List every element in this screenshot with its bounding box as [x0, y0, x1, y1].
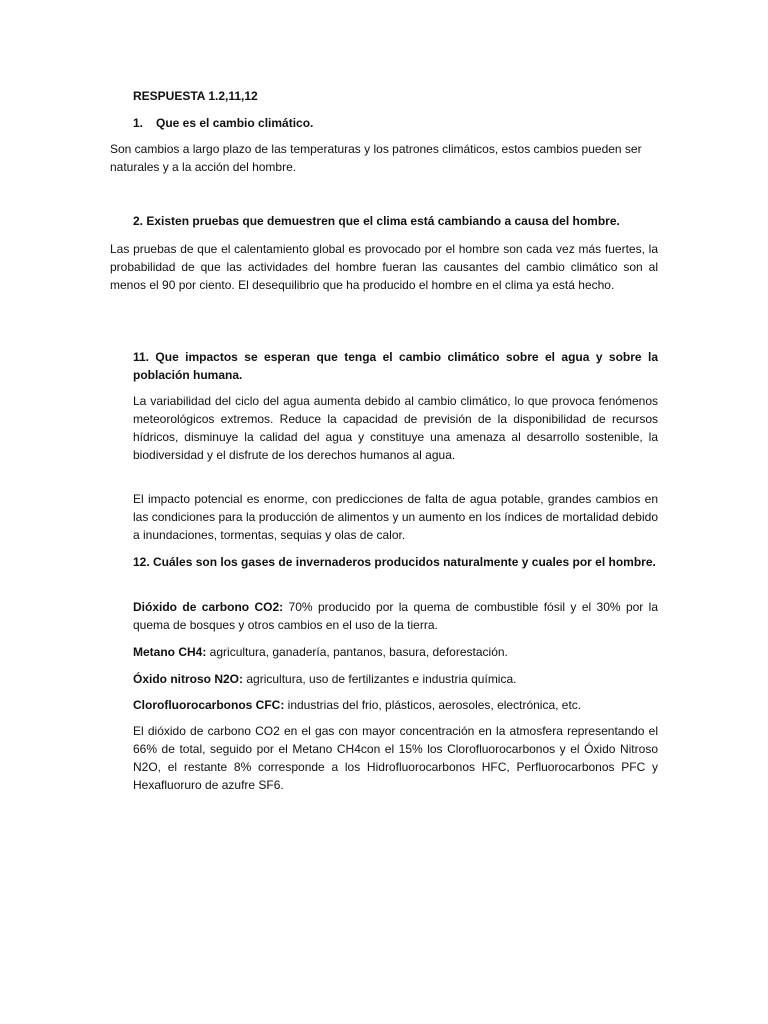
question-2-heading: 2. Existen pruebas que demuestren que el clima está cambiando a causa del hombre.: [133, 214, 620, 228]
gas-label: Clorofluorocarbonos CFC:: [133, 698, 285, 712]
gas-item-n2o: [133, 670, 658, 688]
gas-label: Dióxido de carbono CO2:: [133, 600, 284, 614]
answer-2-paragraph: Las pruebas de que el calentamiento global es provocado por el hombre son cada vez más fuertes, la probabilidad de que las actividades del hombre fueran las causantes del cambio climático son al menos el 90 por ciento. El desequilibrio que ha producido el hombre en el clima ya está hecho.: [110, 242, 658, 292]
gas-label: Metano CH4:: [133, 645, 207, 659]
question-11-heading: 11. Que impactos se esperan que tenga el cambio climático sobre el agua y sobre la población humana.: [133, 350, 658, 382]
answer-11-paragraph-2: El impacto potencial es enorme, con predicciones de falta de agua potable, grandes cambios en las condiciones para la producción de alimentos y un aumento en los índices de mortalidad debido a inundaciones, tormentas, sequias y olas de calor.: [133, 492, 658, 542]
question-1-text: Que es el cambio climático.: [156, 116, 314, 130]
gas-description: agricultura, ganadería, pantanos, basura, deforestación.: [206, 645, 508, 659]
gas-description: 70% producido por la quema de combustible fósil y el 30% por la quema de bosques y otros cambios en el uso de la tierra.: [133, 600, 659, 632]
answer-11-paragraph-1: La variabilidad del ciclo del agua aumenta debido al cambio climático, lo que provoca fenómenos meteorológicos extremos. Reduce la capacidad de previsión de la disponibilidad de recursos hídricos, disminuye la calidad del agua y constituye una amenaza al desarrollo sostenible, la biodiversidad y el disfrute de los derechos humanos al agua.: [133, 394, 658, 462]
gas-item-cfc: [133, 696, 658, 714]
gas-description: industrias del frio, plásticos, aerosoles, electrónica, etc.: [284, 698, 582, 712]
gas-item-co2: [133, 598, 658, 634]
gas-description: agricultura, uso de fertilizantes e industria química.: [243, 672, 517, 686]
question-1-number: 1.: [133, 116, 144, 130]
question-1-heading: [133, 114, 313, 132]
answer-1-paragraph: Son cambios a largo plazo de las temperaturas y los patrones climáticos, estos cambios pueden ser naturales y a la acción del hombre.: [110, 142, 642, 174]
gas-item-ch4: [133, 643, 658, 661]
document-title: RESPUESTA 1.2,11,12: [133, 89, 258, 103]
question-12-heading: 12. Cuáles son los gases de invernaderos producidos naturalmente y cuales por el hombre.: [133, 555, 656, 569]
gas-label: Óxido nitroso N2O:: [133, 672, 244, 686]
answer-12-summary: El dióxido de carbono CO2 en el gas con mayor concentración en la atmosfera representando el 66% de total, seguido por el Metano CH4con el 15% los Clorofluorocarbonos y el Óxido Nitroso N2O, el restante 8% corresponde a los Hidrofluorocarbonos HFC, Perfluorocarbonos PFC y Hexafluoruro de azufre SF6.: [133, 724, 658, 792]
